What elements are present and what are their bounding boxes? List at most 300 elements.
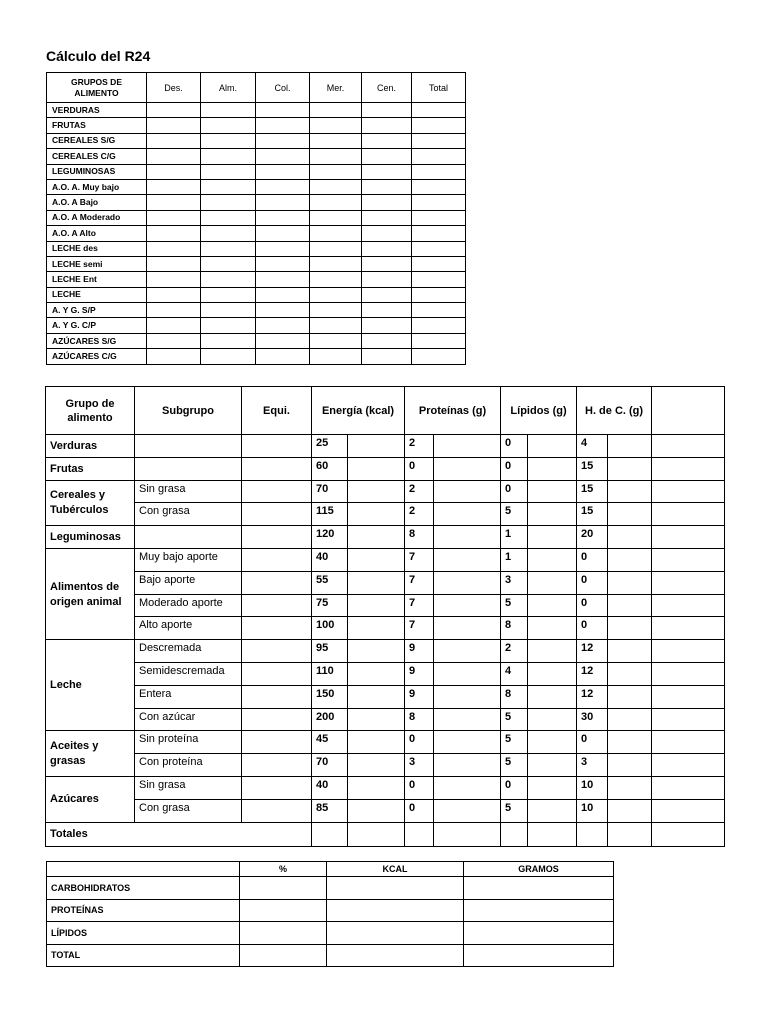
proteinas-value: 2	[405, 480, 434, 503]
column-header: Mer.	[310, 73, 362, 103]
lipidos-value: 5	[501, 731, 528, 754]
empty-cell	[256, 103, 310, 118]
energia-value: 150	[312, 685, 348, 708]
empty-cell	[528, 457, 577, 480]
empty-cell	[147, 226, 201, 241]
empty-cell	[434, 685, 501, 708]
empty-cell	[310, 303, 362, 318]
equi-cell	[242, 457, 312, 480]
table-row	[46, 799, 725, 822]
empty-cell	[201, 195, 256, 210]
proteinas-value: 8	[405, 708, 434, 731]
row-label: LECHE semi	[47, 256, 147, 271]
empty-cell	[327, 922, 464, 945]
group-label: Azúcares	[46, 776, 135, 822]
lipidos-value: 0	[501, 435, 528, 458]
empty-cell	[608, 457, 652, 480]
energia-value: 25	[312, 435, 348, 458]
table-row	[47, 922, 614, 945]
table-row	[47, 944, 614, 967]
empty-cell	[310, 333, 362, 348]
empty-cell	[577, 822, 608, 846]
column-header-grupo: Grupo de alimento	[46, 387, 135, 435]
empty-cell	[240, 922, 327, 945]
empty-cell	[434, 571, 501, 594]
empty-cell	[256, 303, 310, 318]
energia-value: 55	[312, 571, 348, 594]
empty-cell	[434, 799, 501, 822]
subgroup-label: Bajo aporte	[135, 571, 242, 594]
energia-value: 115	[312, 503, 348, 526]
empty-cell	[412, 272, 466, 287]
equi-cell	[242, 548, 312, 571]
equivalents-table	[45, 386, 725, 847]
empty-cell	[256, 241, 310, 256]
lipidos-value: 0	[501, 457, 528, 480]
table-header-row	[46, 387, 725, 435]
empty-cell	[147, 149, 201, 164]
empty-cell	[310, 349, 362, 364]
empty-cell	[240, 944, 327, 967]
hc-value: 0	[577, 548, 608, 571]
table-row	[46, 526, 725, 549]
proteinas-value: 0	[405, 457, 434, 480]
energia-value: 120	[312, 526, 348, 549]
proteinas-value: 0	[405, 799, 434, 822]
empty-cell	[201, 133, 256, 148]
row-label: CEREALES C/G	[47, 149, 147, 164]
empty-cell	[256, 133, 310, 148]
table-row	[46, 503, 725, 526]
equi-cell	[242, 708, 312, 731]
energia-value: 85	[312, 799, 348, 822]
totals-label: Totales	[46, 822, 312, 846]
hc-value: 12	[577, 662, 608, 685]
group-label: Frutas	[46, 457, 135, 480]
empty-cell	[362, 195, 412, 210]
empty-cell	[256, 179, 310, 194]
row-label: A.O. A Bajo	[47, 195, 147, 210]
row-label: AZÚCARES S/G	[47, 333, 147, 348]
table-row	[46, 731, 725, 754]
empty-cell	[528, 754, 577, 777]
subgroup-label: Con grasa	[135, 799, 242, 822]
empty-cell	[362, 226, 412, 241]
row-label: VERDURAS	[47, 103, 147, 118]
empty-cell	[348, 480, 405, 503]
lipidos-value: 5	[501, 799, 528, 822]
empty-cell	[362, 133, 412, 148]
empty-cell	[412, 256, 466, 271]
table-row	[47, 118, 466, 133]
empty-cell	[652, 708, 725, 731]
empty-cell	[147, 133, 201, 148]
empty-cell	[412, 179, 466, 194]
empty-cell	[310, 318, 362, 333]
empty-cell	[348, 640, 405, 663]
empty-cell	[348, 799, 405, 822]
row-label: A.O. A. Muy bajo	[47, 179, 147, 194]
hc-value: 15	[577, 503, 608, 526]
empty-cell	[240, 899, 327, 922]
energia-value: 75	[312, 594, 348, 617]
subgroup-label: Sin grasa	[135, 776, 242, 799]
empty-cell	[412, 226, 466, 241]
proteinas-value: 9	[405, 685, 434, 708]
table-row	[46, 685, 725, 708]
row-label: LECHE Ent	[47, 272, 147, 287]
empty-cell	[147, 318, 201, 333]
empty-cell	[201, 103, 256, 118]
hc-value: 10	[577, 799, 608, 822]
hc-value: 15	[577, 457, 608, 480]
empty-cell	[348, 594, 405, 617]
empty-cell	[434, 822, 501, 846]
empty-cell	[348, 776, 405, 799]
subgroup-label: Entera	[135, 685, 242, 708]
empty-cell	[147, 272, 201, 287]
empty-cell	[147, 287, 201, 302]
subgroup-label: Muy bajo aporte	[135, 548, 242, 571]
empty-cell	[327, 899, 464, 922]
lipidos-value: 2	[501, 640, 528, 663]
empty-cell	[652, 548, 725, 571]
empty-cell	[201, 303, 256, 318]
row-label: CEREALES S/G	[47, 133, 147, 148]
proteinas-value: 2	[405, 503, 434, 526]
empty-cell	[434, 480, 501, 503]
empty-cell	[201, 287, 256, 302]
lipidos-value: 5	[501, 594, 528, 617]
empty-cell	[256, 349, 310, 364]
row-label: TOTAL	[47, 944, 240, 967]
proteinas-value: 8	[405, 526, 434, 549]
empty-cell	[147, 349, 201, 364]
empty-cell	[528, 503, 577, 526]
empty-cell	[201, 179, 256, 194]
empty-cell	[652, 503, 725, 526]
empty-cell	[528, 776, 577, 799]
empty-cell	[362, 103, 412, 118]
empty-cell	[608, 640, 652, 663]
hc-value: 0	[577, 731, 608, 754]
hc-value: 20	[577, 526, 608, 549]
table-row	[47, 103, 466, 118]
table-row	[47, 164, 466, 179]
lipidos-value: 5	[501, 754, 528, 777]
hc-value: 30	[577, 708, 608, 731]
empty-cell	[348, 435, 405, 458]
energia-value: 45	[312, 731, 348, 754]
empty-cell	[310, 287, 362, 302]
empty-cell	[147, 164, 201, 179]
proteinas-value: 3	[405, 754, 434, 777]
empty-cell	[310, 179, 362, 194]
empty-cell	[310, 118, 362, 133]
empty-cell	[528, 640, 577, 663]
empty-cell	[608, 526, 652, 549]
empty-cell	[608, 776, 652, 799]
empty-cell	[256, 272, 310, 287]
empty-cell	[652, 435, 725, 458]
proteinas-value: 7	[405, 548, 434, 571]
empty-cell	[608, 548, 652, 571]
empty-cell	[412, 133, 466, 148]
empty-cell	[608, 594, 652, 617]
proteinas-value: 0	[405, 776, 434, 799]
empty-cell	[412, 318, 466, 333]
energia-value: 40	[312, 548, 348, 571]
empty-cell	[464, 899, 614, 922]
row-label: LEGUMINOSAS	[47, 164, 147, 179]
empty-cell	[412, 118, 466, 133]
column-header-subgrupo: Subgrupo	[135, 387, 242, 435]
empty-cell	[528, 435, 577, 458]
hc-value: 0	[577, 594, 608, 617]
row-label: PROTEÍNAS	[47, 899, 240, 922]
subgroup-label: Alto aporte	[135, 617, 242, 640]
empty-cell	[608, 435, 652, 458]
empty-cell	[434, 662, 501, 685]
empty-cell	[201, 333, 256, 348]
r24-intake-table	[46, 72, 466, 365]
empty-cell	[501, 822, 528, 846]
empty-cell	[528, 548, 577, 571]
table-row	[47, 303, 466, 318]
subgroup-label	[135, 457, 242, 480]
table-row	[46, 548, 725, 571]
empty-cell	[327, 944, 464, 967]
empty-cell	[434, 640, 501, 663]
empty-cell	[412, 349, 466, 364]
equi-cell	[242, 685, 312, 708]
table-row	[46, 617, 725, 640]
column-header: Total	[412, 73, 466, 103]
empty-cell	[327, 877, 464, 900]
empty-cell	[528, 708, 577, 731]
empty-cell	[201, 210, 256, 225]
empty-cell	[608, 708, 652, 731]
table-row	[46, 457, 725, 480]
equi-cell	[242, 480, 312, 503]
empty-cell	[362, 118, 412, 133]
equi-cell	[242, 526, 312, 549]
empty-cell	[434, 754, 501, 777]
table-row	[47, 287, 466, 302]
empty-cell	[312, 822, 348, 846]
empty-cell	[310, 210, 362, 225]
empty-cell	[528, 480, 577, 503]
row-label: AZÚCARES C/G	[47, 349, 147, 364]
energia-value: 60	[312, 457, 348, 480]
equi-cell	[242, 435, 312, 458]
table-row	[47, 210, 466, 225]
row-label: LECHE des	[47, 241, 147, 256]
group-label: Leche	[46, 640, 135, 731]
empty-cell	[256, 287, 310, 302]
empty-cell	[147, 179, 201, 194]
empty-cell	[652, 526, 725, 549]
empty-cell	[147, 303, 201, 318]
empty-cell	[464, 944, 614, 967]
lipidos-value: 1	[501, 548, 528, 571]
empty-cell	[412, 195, 466, 210]
subgroup-label: Sin proteína	[135, 731, 242, 754]
empty-cell	[434, 731, 501, 754]
empty-cell	[310, 272, 362, 287]
equi-cell	[242, 662, 312, 685]
empty-cell	[362, 318, 412, 333]
hc-value: 0	[577, 571, 608, 594]
column-header	[47, 862, 240, 877]
column-header-equi: Equi.	[242, 387, 312, 435]
table-header-row	[47, 862, 614, 877]
empty-cell	[201, 241, 256, 256]
empty-cell	[528, 731, 577, 754]
empty-cell	[256, 210, 310, 225]
energia-value: 110	[312, 662, 348, 685]
subgroup-label	[135, 526, 242, 549]
energia-value: 100	[312, 617, 348, 640]
empty-cell	[608, 617, 652, 640]
lipidos-value: 8	[501, 617, 528, 640]
lipidos-value: 4	[501, 662, 528, 685]
empty-cell	[608, 822, 652, 846]
empty-cell	[362, 179, 412, 194]
group-label: Leguminosas	[46, 526, 135, 549]
energia-value: 40	[312, 776, 348, 799]
group-label: Cereales y Tubérculos	[46, 480, 135, 526]
table-row	[46, 435, 725, 458]
empty-cell	[652, 640, 725, 663]
empty-cell	[147, 118, 201, 133]
lipidos-value: 0	[501, 480, 528, 503]
empty-cell	[256, 256, 310, 271]
row-label: A. Y G. C/P	[47, 318, 147, 333]
empty-cell	[434, 594, 501, 617]
hc-value: 0	[577, 617, 608, 640]
empty-cell	[201, 349, 256, 364]
empty-cell	[256, 318, 310, 333]
hc-value: 12	[577, 685, 608, 708]
table-row	[46, 640, 725, 663]
empty-cell	[201, 149, 256, 164]
empty-cell	[608, 731, 652, 754]
empty-cell	[434, 617, 501, 640]
subgroup-label: Con azúcar	[135, 708, 242, 731]
subgroup-label: Sin grasa	[135, 480, 242, 503]
column-header: KCAL	[327, 862, 464, 877]
empty-cell	[412, 164, 466, 179]
macronutrient-summary-table	[46, 861, 614, 967]
subgroup-label: Descremada	[135, 640, 242, 663]
column-header: Cen.	[362, 73, 412, 103]
column-header-extra	[652, 387, 725, 435]
empty-cell	[652, 685, 725, 708]
equi-cell	[242, 799, 312, 822]
empty-cell	[348, 754, 405, 777]
table-row	[47, 349, 466, 364]
empty-cell	[412, 210, 466, 225]
proteinas-value: 7	[405, 571, 434, 594]
group-label: Verduras	[46, 435, 135, 458]
row-label: A.O. A Moderado	[47, 210, 147, 225]
empty-cell	[412, 303, 466, 318]
column-header-lipidos: Lípidos (g)	[501, 387, 577, 435]
empty-cell	[652, 662, 725, 685]
empty-cell	[256, 195, 310, 210]
energia-value: 95	[312, 640, 348, 663]
empty-cell	[412, 241, 466, 256]
empty-cell	[310, 149, 362, 164]
equi-cell	[242, 617, 312, 640]
empty-cell	[362, 287, 412, 302]
energia-value: 70	[312, 480, 348, 503]
table-row	[47, 272, 466, 287]
empty-cell	[256, 118, 310, 133]
empty-cell	[310, 241, 362, 256]
empty-cell	[362, 272, 412, 287]
empty-cell	[362, 241, 412, 256]
empty-cell	[608, 480, 652, 503]
empty-cell	[348, 526, 405, 549]
empty-cell	[652, 457, 725, 480]
row-label: A.O. A Alto	[47, 226, 147, 241]
empty-cell	[348, 503, 405, 526]
table-row	[47, 318, 466, 333]
proteinas-value: 2	[405, 435, 434, 458]
empty-cell	[608, 662, 652, 685]
empty-cell	[147, 210, 201, 225]
empty-cell	[652, 822, 725, 846]
energia-value: 70	[312, 754, 348, 777]
row-label: CARBOHIDRATOS	[47, 877, 240, 900]
table-row	[46, 776, 725, 799]
empty-cell	[310, 103, 362, 118]
empty-cell	[434, 457, 501, 480]
table-row	[47, 133, 466, 148]
empty-cell	[412, 149, 466, 164]
empty-cell	[348, 708, 405, 731]
empty-cell	[652, 571, 725, 594]
column-header-hc: H. de C. (g)	[577, 387, 652, 435]
empty-cell	[256, 226, 310, 241]
empty-cell	[528, 617, 577, 640]
empty-cell	[147, 241, 201, 256]
empty-cell	[147, 195, 201, 210]
empty-cell	[528, 662, 577, 685]
subgroup-label: Moderado aporte	[135, 594, 242, 617]
empty-cell	[528, 822, 577, 846]
empty-cell	[310, 164, 362, 179]
hc-value: 12	[577, 640, 608, 663]
empty-cell	[256, 149, 310, 164]
empty-cell	[362, 349, 412, 364]
row-label: LÍPIDOS	[47, 922, 240, 945]
table-row	[46, 480, 725, 503]
empty-cell	[652, 754, 725, 777]
equi-cell	[242, 640, 312, 663]
empty-cell	[412, 287, 466, 302]
empty-cell	[201, 256, 256, 271]
empty-cell	[348, 571, 405, 594]
lipidos-value: 3	[501, 571, 528, 594]
equi-cell	[242, 503, 312, 526]
row-label: FRUTAS	[47, 118, 147, 133]
empty-cell	[434, 776, 501, 799]
empty-cell	[434, 435, 501, 458]
equi-cell	[242, 731, 312, 754]
